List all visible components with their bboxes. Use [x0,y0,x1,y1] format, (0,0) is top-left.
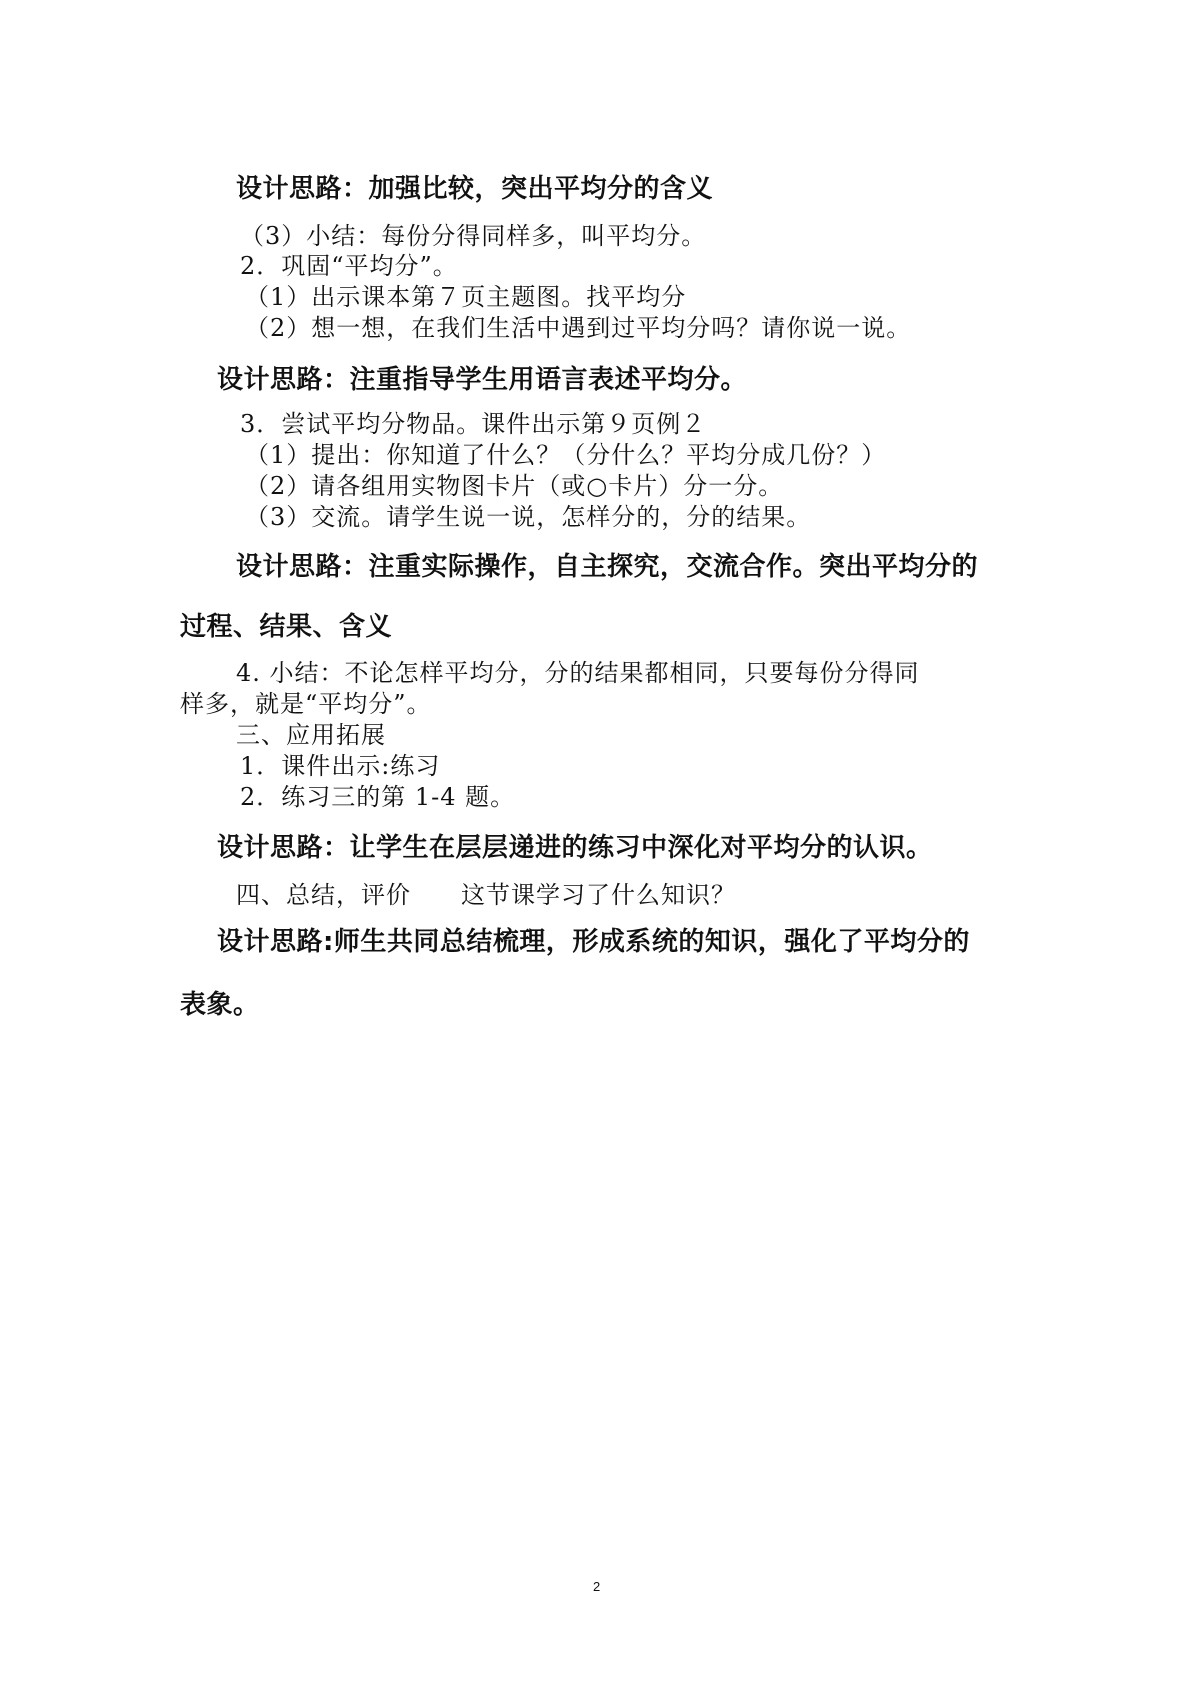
design-thinking-2: 设计思路：注重指导学生用语言表述平均分。 [217,365,748,395]
text-line: 2．练习三的第 1-4 题。 [240,783,516,811]
design-thinking-5: 设计思路:师生共同总结梳理，形成系统的知识，强化了平均分的 [217,927,970,957]
text-line: （3）小结：每份分得同样多，叫平均分。 [240,222,707,250]
text-line: 2．巩固“平均分”。 [240,252,458,280]
text-line: （2）想一想，在我们生活中遇到过平均分吗？请你说一说。 [245,314,912,342]
design-thinking-3-cont: 过程、结果、含义 [180,612,393,642]
text-line: 四、总结，评价 这节课学习了什么知识？ [236,881,736,909]
text-line: （1）出示课本第７页主题图。找平均分 [245,283,687,311]
text-line: （2）请各组用实物图卡片（或○卡片）分一分。 [245,472,784,500]
text-line: 4. 小结：不论怎样平均分，分的结果都相同，只要每份分得同 [236,659,920,687]
design-thinking-3: 设计思路：注重实际操作，自主探究，交流合作。突出平均分的 [236,552,979,582]
design-thinking-1: 设计思路：加强比较，突出平均分的含义 [236,174,714,204]
design-thinking-5-cont: 表象。 [180,990,260,1020]
text-line: 3．尝试平均分物品。课件出示第９页例２ [240,410,707,438]
page-number: 2 [593,1579,601,1594]
text-line: （1）提出：你知道了什么？（分什么？平均分成几份？） [245,441,887,469]
design-thinking-4: 设计思路：让学生在层层递进的练习中深化对平均分的认识。 [217,833,933,863]
text-line: 样多，就是“平均分”。 [180,690,432,718]
text-line: 1．课件出示:练习 [240,752,441,780]
text-line: 三、应用拓展 [236,721,386,749]
text-line: （3）交流。请学生说一说，怎样分的，分的结果。 [245,503,812,531]
